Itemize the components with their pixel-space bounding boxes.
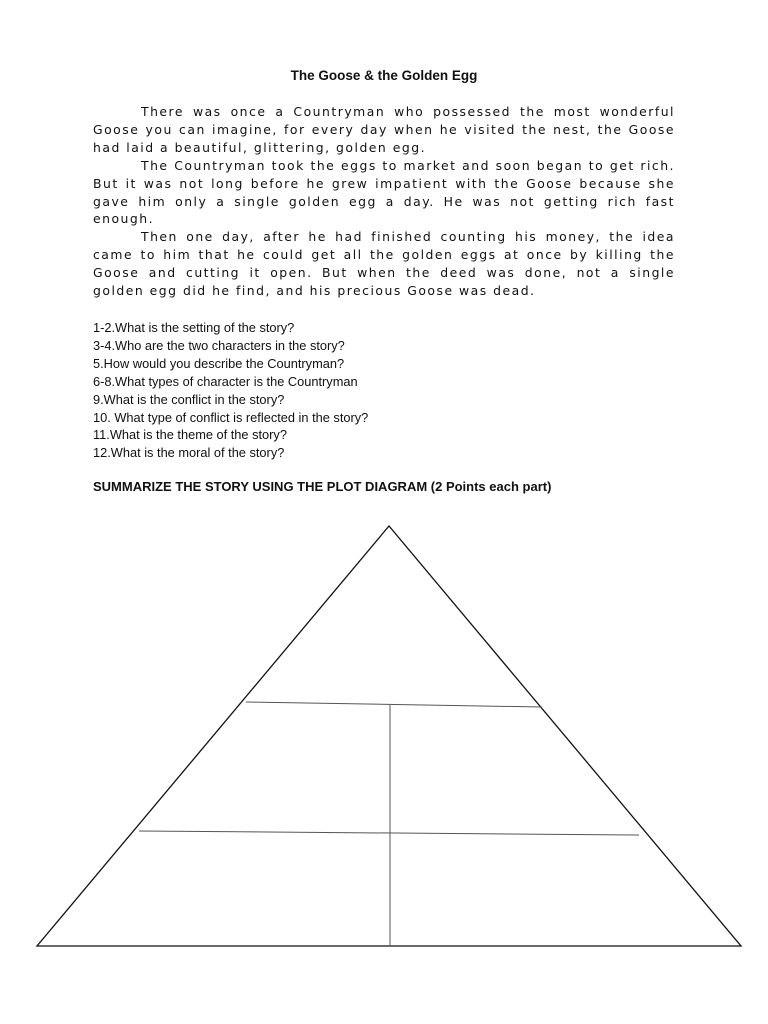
question-item: 1-2.What is the setting of the story? [93, 320, 295, 335]
question-item: 12.What is the moral of the story? [93, 445, 285, 461]
story-paragraph-1: There was once a Countryman who possessed the most wonderful Goose you can imagine, for every day when he visited the nest, the Goose had laid a beautiful, glittering, golden egg. [93, 104, 675, 155]
plot-diagram-instruction: SUMMARIZE THE STORY USING THE PLOT DIAGRAM (2 Points each part) [93, 479, 552, 494]
question-item: 5.How would you describe the Countryman? [93, 355, 345, 371]
question-item: 10. What type of conflict is reflected in the story? [93, 409, 369, 425]
story-paragraph-2: The Countryman took the eggs to market and soon began to get rich. But it was not long before he grew impatient with the Goose because she gave him only a single golden egg a day. He was not getting rich fast enough. [93, 157, 675, 227]
document-title: The Goose & the Golden Egg [290, 68, 478, 83]
plot-diagram-upper-divider [246, 702, 542, 707]
question-item: 6-8.What types of character is the Countryman [93, 373, 358, 389]
question-item: 11.What is the theme of the story? [93, 427, 287, 443]
question-item: 3-4.Who are the two characters in the story? [93, 337, 345, 353]
question-item: 9.What is the conflict in the story? [93, 391, 285, 407]
plot-diagram-triangle [37, 526, 741, 946]
story-paragraph-3: Then one day, after he had finished counting his money, the idea came to him that he could get all the golden eggs at once by killing the Goose and cutting it open. But when the deed was done, not a single golden egg did he find, and his precious Goose was dead. [93, 229, 675, 299]
plot-diagram-lower-divider [139, 831, 639, 835]
